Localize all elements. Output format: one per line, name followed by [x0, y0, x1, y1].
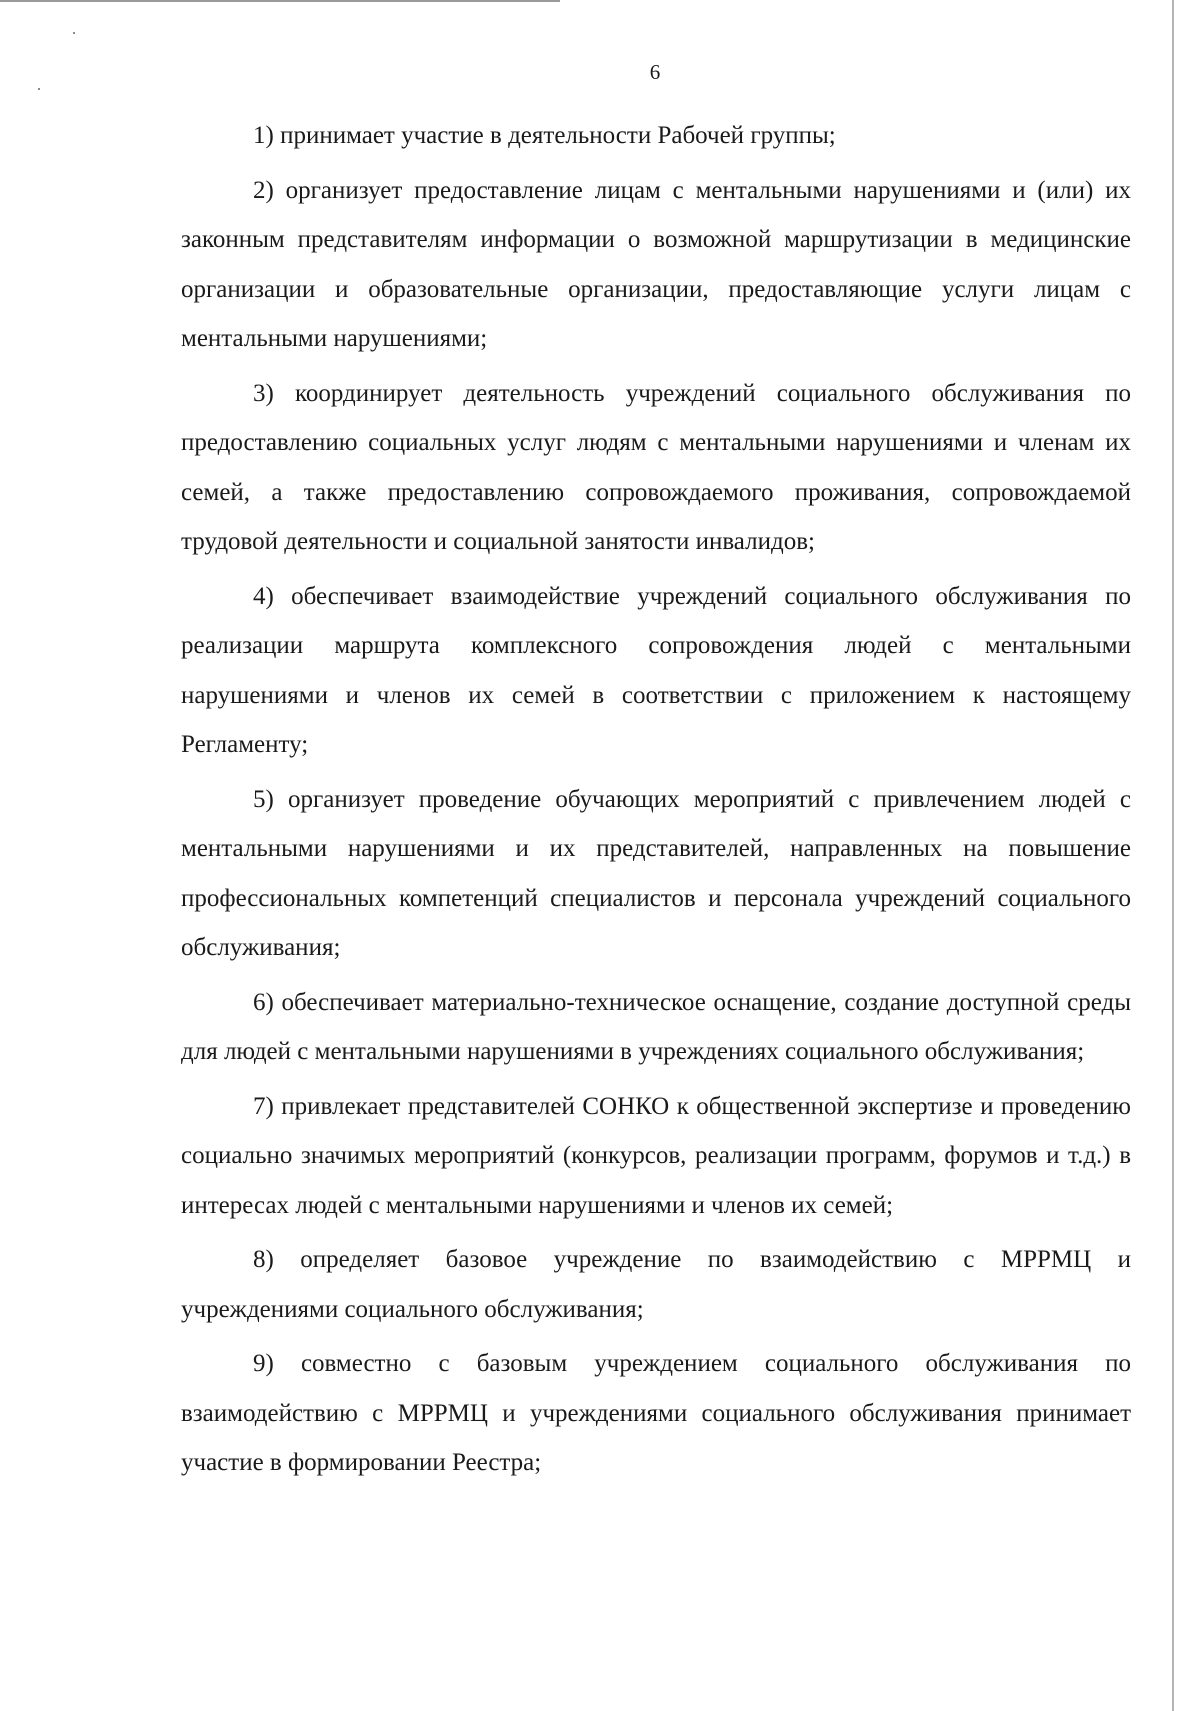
- document-body: [181, 111, 1131, 1488]
- list-item: 7) привлекает представителей СОНКО к общественной экспертизе и проведению социально значимых мероприятий (конкурсов, реализации программ, форумов и т.д.) в интересах людей с ментальными нарушениями и членов их семей;: [181, 1092, 1131, 1219]
- scan-speck: [38, 88, 40, 90]
- scan-edge-right: [1172, 0, 1174, 1711]
- list-item: 8) определяет базовое учреждение по взаимодействию с МРРМЦ и учреждениями социального обслуживания;: [181, 1246, 1131, 1323]
- list-item: 5) организует проведение обучающих мероприятий с привлечением людей с ментальными нарушениями и их представителей, направленных на повышение профессиональных компетенций специалистов и персонала учреждений социального обслуживания;: [181, 785, 1131, 961]
- page-number: 6: [649, 60, 661, 84]
- list-item: 2) организует предоставление лицам с ментальными нарушениями и (или) их законным представителям информации о возможной маршрутизации в медицинские организации и образовательные организации, предоставляющие услуги лицам с ментальными нарушениями;: [181, 176, 1131, 352]
- scan-edge-top: [0, 0, 560, 2]
- list-item: 3) координирует деятельность учреждений социального обслуживания по предоставлению социальных услуг людям с ментальными нарушениями и членам их семей, а также предоставлению сопровождаемого проживания, сопровождаемой трудовой деятельности и социальной занятости инвалидов;: [181, 379, 1131, 555]
- list-item: 1) принимает участие в деятельности Рабочей группы;: [253, 122, 836, 149]
- list-item: 9) совместно с базовым учреждением социального обслуживания по взаимодействию с МРРМЦ и учреждениями социального обслуживания принимает участие в формировании Реестра;: [181, 1350, 1131, 1476]
- list-item: 4) обеспечивает взаимодействие учреждений социального обслуживания по реализации маршрута комплексного сопровождения людей с ментальными нарушениями и членов их семей в соответствии с приложением к настоящему Регламенту;: [181, 582, 1131, 758]
- list-item: 6) обеспечивает материально-техническое оснащение, создание доступной среды для людей с ментальными нарушениями в учреждениях социального обслуживания;: [181, 988, 1131, 1065]
- scan-speck: [73, 32, 75, 34]
